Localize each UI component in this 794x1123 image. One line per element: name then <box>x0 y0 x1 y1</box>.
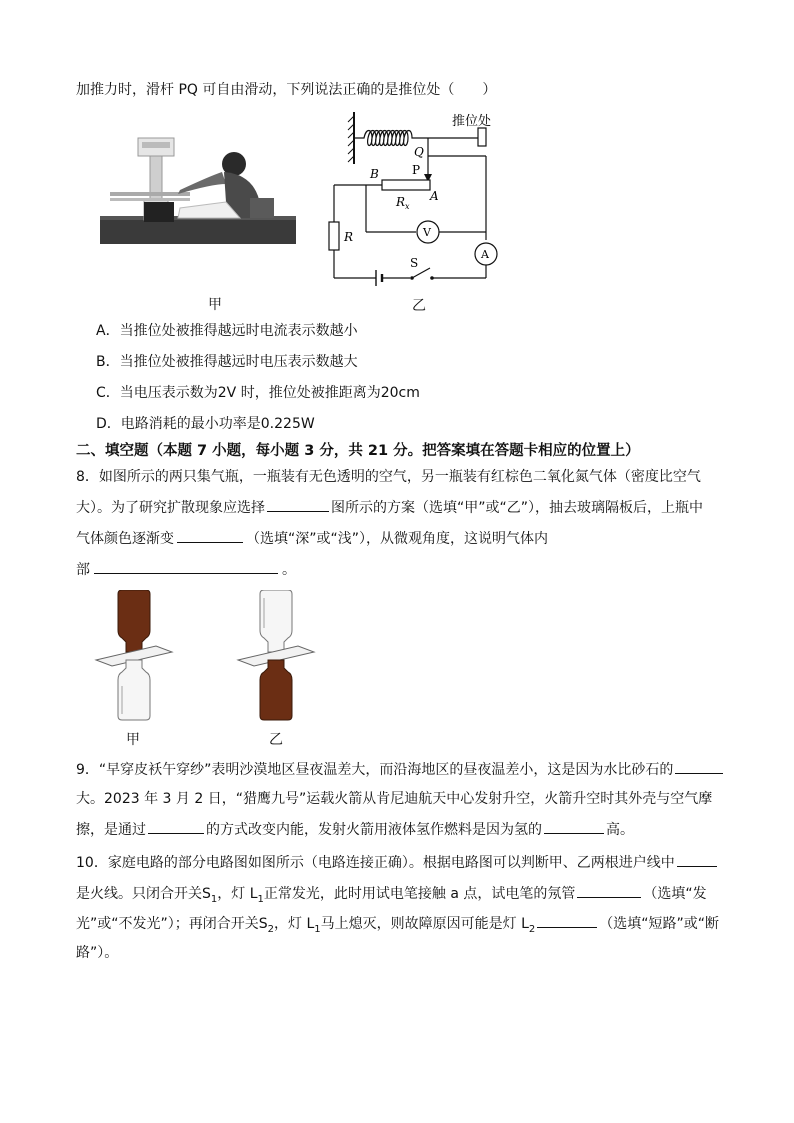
q8-blank-2[interactable] <box>177 528 243 543</box>
q10-line1: 10．家庭电路的部分电路图如图所示（电路连接正确）。根据电路图可以判断甲、乙两根进户线中 <box>76 852 717 873</box>
q8-line2: 大）。为了研究扩散现象应选择 图所示的方案（选填“甲”或“乙”），抽去玻璃隔板后，上瓶中 <box>76 497 703 518</box>
label-Rx: $R_x$ <box>396 195 410 211</box>
fig-jia-caption: 甲 <box>208 297 222 313</box>
q8-blank-1[interactable] <box>267 497 329 512</box>
q9-line2: 大。2023 年 3 月 2 日，“猎鹰九号”运载火箭从肯尼迪航天中心发射升空，火箭升空时其外壳与空气摩 <box>76 791 713 807</box>
section-2-title: 二、填空题（本题 7 小题，每小题 3 分，共 21 分。把答案填在答题卡相应的位置上） <box>76 443 640 459</box>
q9-line1: 9．“早穿皮袄午穿纱”表明沙漠地区昼夜温差大，而沿海地区的昼夜温差小，这是因为水比砂石的 <box>76 759 723 780</box>
label-ammeter: A <box>481 248 489 261</box>
q8-line1: 8．如图所示的两只集气瓶，一瓶装有无色透明的空气，另一瓶装有红棕色二氧化氮气体（密度比空气 <box>76 469 701 485</box>
q7-option-b: B．当推位处被推得越远时电压表示数越大 <box>96 354 358 370</box>
fig-bottles-jia <box>92 590 176 724</box>
fig-yi-caption: 乙 <box>412 298 426 314</box>
fig-yi-circuit <box>320 108 510 288</box>
q9-blank-1[interactable] <box>675 759 723 774</box>
label-push: 推位处 <box>452 114 492 129</box>
fig-bottles-yi <box>234 590 318 724</box>
q8-line4: 部 。 <box>76 559 296 580</box>
q8-line3: 气体颜色逐渐变 （选填“深”或“浅”），从微观角度，这说明气体内 <box>76 528 548 549</box>
label-switch: S <box>410 256 419 270</box>
label-P: P <box>412 163 421 177</box>
q7-option-d: D．电路消耗的最小功率是0.225W <box>96 416 315 432</box>
fig-bottles-jia-caption: 甲 <box>126 732 140 748</box>
q10-blank-3[interactable] <box>537 913 597 928</box>
q7-option-a: A．当推位处被推得越远时电流表示数越小 <box>96 323 358 339</box>
label-B: B <box>370 167 379 181</box>
label-R: R <box>344 230 354 244</box>
label-A: A <box>430 189 439 203</box>
q9-blank-2[interactable] <box>148 819 204 834</box>
fig-bottles-yi-caption: 乙 <box>269 732 283 748</box>
label-voltmeter: V <box>423 226 431 239</box>
q10-line2: 是火线。只闭合开关$S_1$，灯 $L_1$正常发光，此时用试电笔接触 a 点，试电笔的氖管 （选填“发 <box>76 883 707 910</box>
q8-blank-3[interactable] <box>94 559 278 574</box>
q10-line4: 路”）。 <box>76 945 119 961</box>
q10-blank-1[interactable] <box>677 852 717 867</box>
q10-blank-2[interactable] <box>577 883 641 898</box>
q7-stem: 加推力时，滑杆 PQ 可自由滑动，下列说法正确的是推位处（ ） <box>76 82 497 98</box>
q7-option-c: C．当电压表示数为2V 时，推位处被推距离为20cm <box>96 385 420 401</box>
q9-line3: 擦，是通过 的方式改变内能，发射火箭用液体氢作燃料是因为氢的 高。 <box>76 819 634 840</box>
q10-line3: 光”或“不发光”）；再闭合开关$S_2$，灯 $L_1$马上熄灭，则故障原因可能是灯 $L_2$ （选填“短路”或“断 <box>76 913 719 940</box>
fig-jia-photo <box>100 132 296 246</box>
q9-blank-3[interactable] <box>544 819 604 834</box>
label-Q: Q <box>414 145 424 159</box>
